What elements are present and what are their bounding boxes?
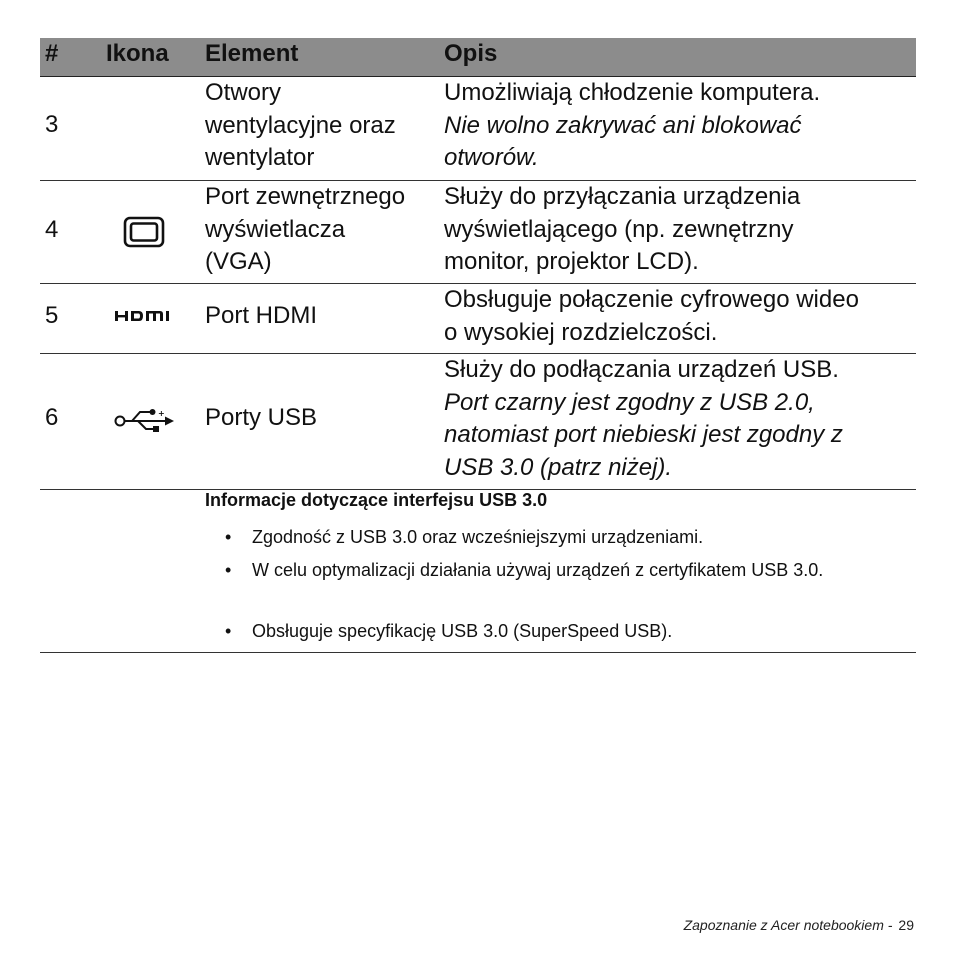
svg-text:+: + bbox=[158, 409, 165, 418]
info-bullet: • W celu optymalizacji działania używaj urządzeń z certyfikatem USB 3.0. bbox=[225, 558, 911, 583]
description-line: Obsługuje połączenie cyfrowego wideo bbox=[444, 286, 859, 313]
table-row bbox=[40, 354, 916, 490]
row-num: 3 bbox=[45, 111, 59, 138]
description-note-line: Port czarny jest zgodny z USB 2.0, bbox=[444, 388, 815, 416]
description-note-line: Nie wolno zakrywać ani blokować bbox=[444, 111, 802, 139]
usb-icon bbox=[106, 406, 182, 436]
info-title: Informacje dotyczące interfejsu USB 3.0 bbox=[205, 490, 548, 510]
header-element: Element bbox=[205, 40, 299, 67]
footer-text: Zapoznanie z Acer notebookiem - bbox=[683, 917, 893, 933]
header-num: # bbox=[45, 40, 59, 67]
row-element bbox=[205, 77, 437, 175]
element-line: Port zewnętrznego bbox=[205, 183, 406, 210]
element-line: (VGA) bbox=[205, 248, 272, 275]
header-icon: Ikona bbox=[106, 40, 169, 67]
description-note-line: USB 3.0 (patrz niżej). bbox=[444, 453, 673, 481]
row-element bbox=[205, 300, 437, 333]
table-row bbox=[40, 284, 916, 354]
row-description bbox=[444, 354, 914, 484]
table-row bbox=[40, 181, 916, 284]
page-number: 29 bbox=[898, 917, 914, 933]
description-line: monitor, projektor LCD). bbox=[444, 248, 699, 275]
element-line: wentylacyjne oraz bbox=[205, 111, 396, 139]
element-line: Otwory bbox=[205, 79, 282, 106]
row-element bbox=[205, 402, 437, 435]
info-bullet: • Zgodność z USB 3.0 oraz wcześniejszymi urządzeniami. bbox=[225, 525, 911, 550]
row-num: 4 bbox=[45, 216, 59, 243]
row-num: 6 bbox=[45, 404, 59, 431]
vga-port-icon bbox=[106, 215, 182, 249]
description-line: Służy do podłączania urządzeń USB. bbox=[444, 356, 839, 383]
description-line: Służy do przyłączania urządzenia bbox=[444, 183, 801, 210]
row-description bbox=[444, 77, 914, 175]
description-line: o wysokiej rozdzielczości. bbox=[444, 318, 718, 346]
element-line: Port HDMI bbox=[205, 302, 318, 329]
description-note-line: otworów. bbox=[444, 144, 539, 171]
description-line: wyświetlającego (np. zewnętrzny bbox=[444, 215, 794, 243]
element-line: wentylator bbox=[205, 144, 315, 171]
description-note-line: natomiast port niebieski jest zgodny z bbox=[444, 421, 843, 448]
row-description bbox=[444, 284, 914, 349]
description-line: Umożliwiają chłodzenie komputera. bbox=[444, 79, 821, 106]
page-footer bbox=[684, 917, 914, 933]
usb3-info-section bbox=[40, 490, 916, 653]
info-bullet: • Obsługuje specyfikację USB 3.0 (SuperSpeed USB). bbox=[225, 619, 911, 644]
table-row bbox=[40, 77, 916, 181]
row-num: 5 bbox=[45, 302, 59, 329]
hdmi-icon bbox=[106, 308, 182, 324]
element-line: Porty USB bbox=[205, 404, 318, 431]
ports-table bbox=[40, 38, 916, 653]
row-element bbox=[205, 181, 437, 279]
table-header bbox=[40, 38, 916, 77]
element-line: wyświetlacza bbox=[205, 215, 346, 243]
row-description bbox=[444, 181, 914, 279]
header-description: Opis bbox=[444, 40, 498, 67]
